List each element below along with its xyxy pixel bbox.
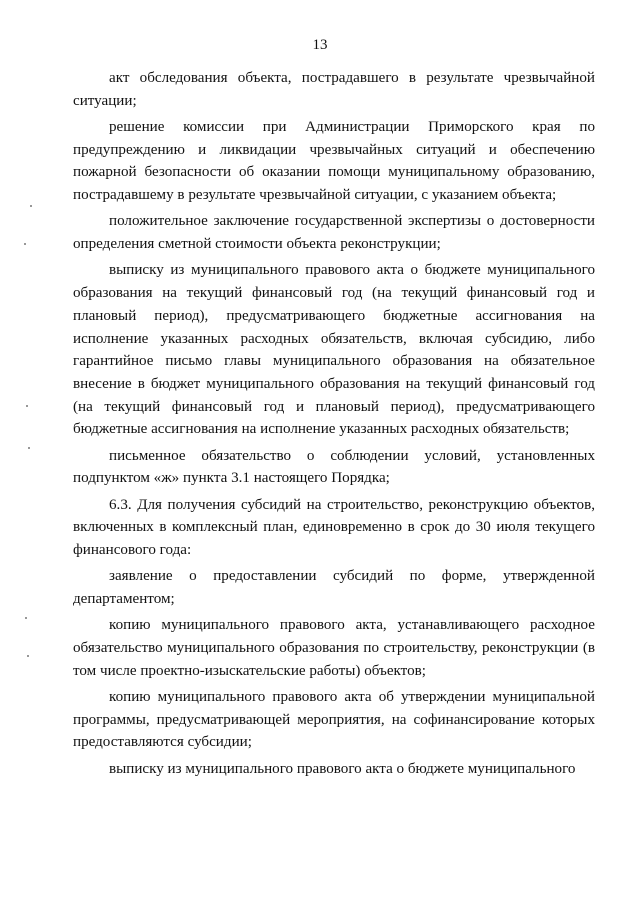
paragraph-10: выписку из муниципального правового акта о бюджете муниципального <box>109 760 576 777</box>
paragraph-6: 6.3. Для получения субсидий на строительство, реконструкцию объектов, включенных в комплексный план, единовременно в срок до 30 июля текущего финансового года: <box>73 496 595 559</box>
paragraph-9: копию муниципального правового акта об утверждении муниципальной программы, предусматривающей мероприятия, на софинансирование которых предоставляются субсидии; <box>73 689 595 751</box>
document-body <box>73 67 595 784</box>
scan-mark <box>26 405 28 407</box>
paragraph-7: заявление о предоставлении субсидий по форме, утвержденной департаментом; <box>73 568 595 608</box>
scan-mark <box>25 617 27 619</box>
paragraph-1: акт обследования объекта, пострадавшего в результате чрезвычайной ситуации; <box>73 70 595 109</box>
paragraph-8: копию муниципального правового акта, устанавливающего расходное обязательство муниципального образования по строительству, реконструкции (в том числе проектно-изыскательские работы) объектов; <box>73 617 595 679</box>
scan-mark <box>28 447 30 449</box>
scan-mark <box>27 655 29 657</box>
scan-mark <box>24 243 26 245</box>
paragraph-4: выписку из муниципального правового акта о бюджете муниципального образования на текущий финансовый год (на текущий финансовый год и плановый период), предусматривающего бюджетные ассигнования на исполнение указанных расходных обязательств, включая субсидию, либо гарантийное письмо главы муниципального образования на обязательное внесение в бюджет муниципального образования на текущий финансовый год (на текущий финансовый год и плановый период), предусматривающего бюджетные ассигнования на исполнение указанных расходных обязательств; <box>73 262 595 438</box>
scan-mark <box>30 205 32 207</box>
paragraph-5: письменное обязательство о соблюдении условий, установленных подпунктом «ж» пункта 3.1 настоящего Порядка; <box>73 447 595 487</box>
paragraph-2: решение комиссии при Администрации Приморского края по предупреждению и ликвидации чрезвычайных ситуаций и обеспечению пожарной безопасности об оказании помощи муниципальному образованию, пострадавшему в результате чрезвычайной ситуации, с указанием объекта; <box>73 119 595 204</box>
page-number: 13 <box>312 37 328 53</box>
paragraph-3: положительное заключение государственной экспертизы о достоверности определения сметной стоимости объекта реконструкции; <box>73 213 595 253</box>
